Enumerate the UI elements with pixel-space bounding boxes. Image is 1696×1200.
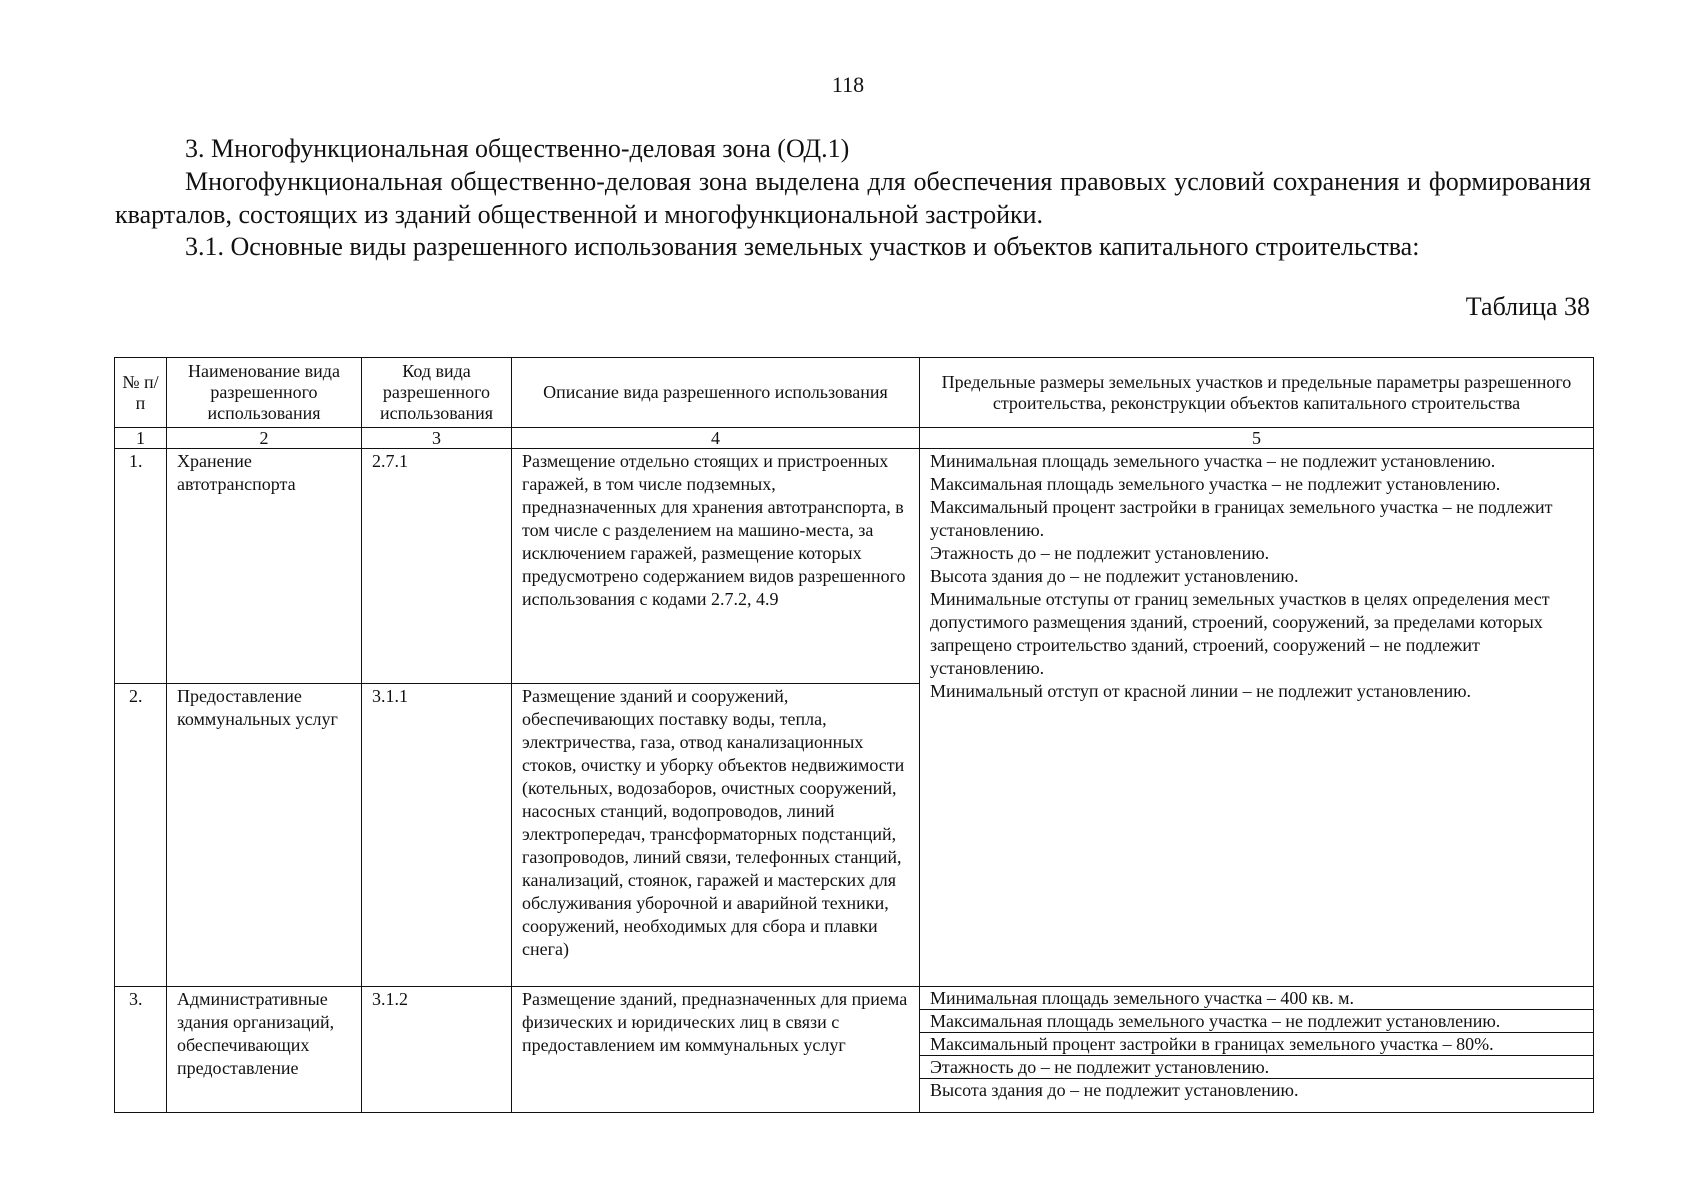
table-caption: Таблица 38 <box>1465 292 1590 321</box>
row-name: Административные здания организаций, обеспечивающих предоставление <box>167 987 362 1113</box>
page-number: 118 <box>831 72 865 97</box>
row-name: Хранение автотранспорта <box>167 449 362 684</box>
row-code: 2.7.1 <box>362 449 512 684</box>
row-number: 3. <box>115 987 167 1113</box>
param-line: Минимальная площадь земельного участка – не подлежит установлению. <box>930 451 1496 471</box>
row-number: 1. <box>115 449 167 684</box>
header-code: Код вида разрешенного использования <box>362 358 512 428</box>
row-number: 2. <box>115 684 167 987</box>
param-line: Минимальные отступы от границ земельных участков в целях определения мест допустимого размещения зданий, строений, сооружений, за пределами которых запрещено строительство зданий, строений, сооружений – не подлежит установлению. <box>930 589 1550 678</box>
header-description: Описание вида разрешенного использования <box>512 358 920 428</box>
header-num: № п/п <box>115 358 167 428</box>
row-description: Размещение отдельно стоящих и пристроенных гаражей, в том числе подземных, предназначенных для хранения автотранспорта, в том числе с разделением на машино-места, за исключением гаражей, размещение которых предусмотрено содержанием видов разрешенного использования с кодами 2.7.2, 4.9 <box>512 449 920 684</box>
header-params: Предельные размеры земельных участков и предельные параметры разрешенного строительства, реконструкции объектов капитального строительства <box>920 358 1594 428</box>
param-line: Минимальная площадь земельного участка – 400 кв. м. <box>920 987 1593 1010</box>
row-code: 3.1.1 <box>362 684 512 987</box>
column-number: 5 <box>920 428 1594 449</box>
param-line: Этажность до – не подлежит установлению. <box>930 543 1270 563</box>
column-number: 4 <box>512 428 920 449</box>
row-name: Предоставление коммунальных услуг <box>167 684 362 987</box>
param-line: Максимальная площадь земельного участка – не подлежит установлению. <box>930 474 1501 494</box>
row-code: 3.1.2 <box>362 987 512 1113</box>
row-description: Размещение зданий и сооружений, обеспечивающих поставку воды, тепла, электричества, газа, отвод канализационных стоков, очистку и уборку объектов недвижимости (котельных, водозаборов, очистных сооружений, насосных станций, водопроводов, линий электропередач, трансформаторных подстанций, газопроводов, линий связи, телефонных станций, канализаций, стоянок, гаражей и мастерских для обслуживания уборочной и аварийной техники, сооружений, необходимых для сбора и плавки снега) <box>512 684 920 987</box>
subsection-heading: 3.1. Основные виды разрешенного использования земельных участков и объектов капитального строительства: <box>185 232 1420 261</box>
param-line: Максимальный процент застройки в границах земельного участка – 80%. <box>920 1033 1593 1056</box>
column-number-row <box>115 428 1594 449</box>
section-heading: 3. Многофункциональная общественно-деловая зона (ОД.1) <box>185 134 850 163</box>
param-line: Высота здания до – не подлежит установлению. <box>930 566 1299 586</box>
table-row <box>115 449 1594 684</box>
row-description: Размещение зданий, предназначенных для приема физических и юридических лиц в связи с предоставлением им коммунальных услуг <box>512 987 920 1113</box>
table-row <box>115 987 1594 1113</box>
zoning-table <box>114 357 1594 1113</box>
table-header-row <box>115 358 1594 428</box>
intro-paragraph: Многофункциональная общественно-деловая зона выделена для обеспечения правовых условий сохранения и формирования кварталов, состоящих из зданий общественной и многофункциональной застройки. <box>115 167 1591 229</box>
row-params <box>920 987 1594 1113</box>
row-params-shared <box>920 449 1594 987</box>
column-number: 1 <box>115 428 167 449</box>
column-number: 2 <box>167 428 362 449</box>
column-number: 3 <box>362 428 512 449</box>
param-line: Максимальный процент застройки в границах земельного участка – не подлежит установлению. <box>930 497 1553 540</box>
param-line: Этажность до – не подлежит установлению. <box>920 1056 1593 1079</box>
param-line: Минимальный отступ от красной линии – не подлежит установлению. <box>930 681 1472 701</box>
param-line: Максимальная площадь земельного участка – не подлежит установлению. <box>920 1010 1593 1033</box>
param-line: Высота здания до – не подлежит установлению. <box>930 1080 1299 1100</box>
header-name: Наименование вида разрешенного использования <box>167 358 362 428</box>
